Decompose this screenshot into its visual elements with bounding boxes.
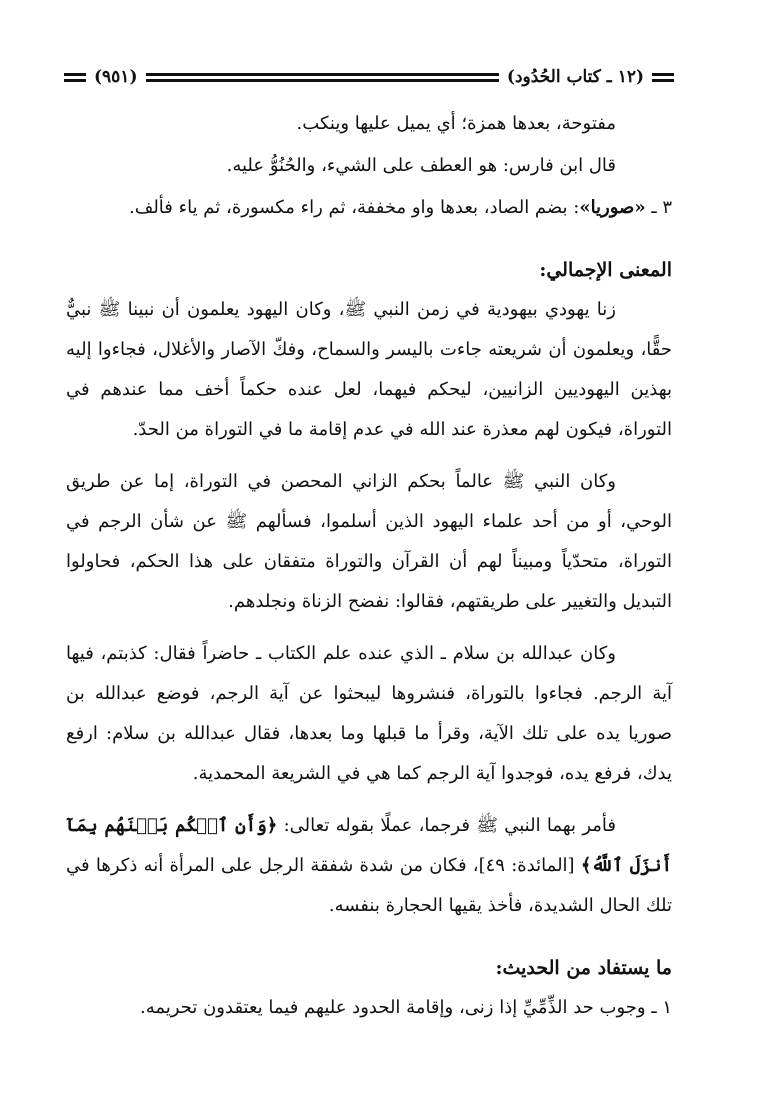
defined-term: «صوريا» bbox=[579, 197, 646, 218]
paragraph: وكان عبدالله بن سلام ـ الذي عنده علم الكتاب ـ حاضراً فقال: كذبتم، فيها آية الرجم. فجاءوا بالتوراة، فنشروها ليبحثوا عن آية الرجم، فوضع عبدالله بن صوريا يده على تلك الآية، وقرأ ما قبلها وما بعدها، فقال عبدالله بن سلام: ارفع يدك، فرفع يده، فوجدوا آية الرجم كما هي في الشريعة المحمدية. bbox=[66, 643, 672, 784]
header-ornament-left bbox=[64, 73, 86, 82]
page-number: (٩٥١) bbox=[94, 67, 138, 87]
paragraph-end: ، فكان من شدة شفقة الرجل على المرأة أنه ذكرها في تلك الحال الشديدة، فأخذ يقيها الحجارة بنفسه. bbox=[66, 855, 672, 916]
definition-text: : بضم الصاد، بعدها واو مخففة، ثم راء مكسورة، ثم ياء فألف. bbox=[128, 197, 580, 218]
definition-item bbox=[66, 188, 672, 228]
paragraph: زنا يهودي بيهودية في زمن النبي ﷺ، وكان اليهود يعلمون أن نبينا ﷺ نبيٌّ حقًّا، ويعلمون أن شريعته جاءت باليسر والسماح، وفكّ الآصار والأغلال، فجاءوا إليه بهذين اليهوديين الزانيين، ليحكم فيهما، لعل عنده حكماً أخف مما عندهم في التوراة، فيكون لهم معذرة عند الله في عدم إقامة ما في التوراة من الحدّ. bbox=[66, 299, 672, 440]
section-heading-benefits: ما يستفاد من الحديث: bbox=[495, 957, 672, 979]
page-body bbox=[66, 104, 672, 1028]
chapter-title: (١٢ ـ كتاب الحُدُود) bbox=[506, 67, 644, 87]
section-heading-general-meaning: المعنى الإجمالي: bbox=[539, 259, 672, 281]
item-number: ١ ـ bbox=[651, 997, 672, 1018]
list-item bbox=[66, 988, 672, 1028]
paragraph bbox=[66, 806, 672, 926]
header-ornament-right bbox=[652, 73, 674, 82]
paragraph: وكان النبي ﷺ عالماً بحكم الزاني المحصن في التوراة، إما عن طريق الوحي، أو من أحد علماء اليهود الذين أسلموا، فسألهم ﷺ عن شأن الرجم في التوراة، متحدّياً ومبيناً لهم أن القرآن والتوراة متفقان على هذا الحكم، فحاولوا التبديل والتغيير على طريقتهم، فقالوا: نفضح الزناة ونجلدهم. bbox=[66, 471, 672, 612]
quran-verse: ﴿وَأَنِ ٱحۡكُم بَيۡنَهُم بِمَآ أَنزَلَ ٱللَّهُ﴾ bbox=[66, 815, 672, 876]
paragraph: مفتوحة، بعدها همزة؛ أي يميل عليها وينكب. bbox=[296, 113, 616, 134]
item-number: ٣ ـ bbox=[651, 197, 672, 218]
verse-reference: [المائدة: ٤٩] bbox=[478, 855, 581, 876]
list-item-text: وجوب حد الذِّمِّيِّ إذا زنى، وإقامة الحدود عليهم فيما يعتقدون تحريمه. bbox=[140, 997, 646, 1018]
paragraph-start: فأمر بهما النبي ﷺ فرجما، عملًا بقوله تعالى: bbox=[277, 815, 616, 836]
header-rule bbox=[146, 73, 499, 82]
running-header bbox=[64, 62, 674, 92]
paragraph: قال ابن فارس: هو العطف على الشيء، والحُنُوُّ عليه. bbox=[226, 155, 616, 176]
